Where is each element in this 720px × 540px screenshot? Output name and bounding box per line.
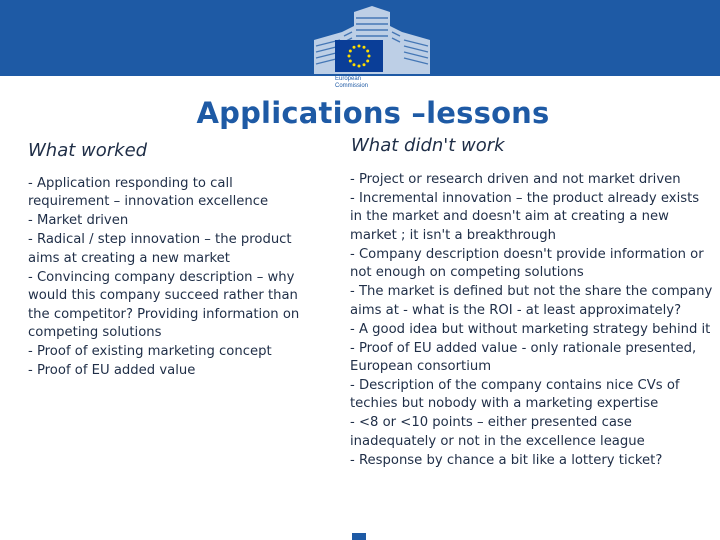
what-worked-heading: What worked (28, 140, 148, 161)
list-item: - A good idea but without marketing strategy behind it (350, 321, 711, 337)
list-item: - Incremental innovation – the product already exists in the market and doesn't aim at creating a new market ; it isn't a breakthrough (350, 191, 700, 243)
list-item: - Application responding to call requirement – innovation excellence (28, 176, 269, 210)
list-item: - Proof of EU added value - only rationale presented, European consortium (350, 340, 697, 375)
list-item: - Description of the company contains nice CVs of techies but nobody with a marketing expertise (350, 378, 680, 412)
header-banner (0, 0, 720, 76)
what-didnt-work-heading: What didn't work (351, 135, 505, 156)
list-item: - <8 or <10 points – either presented case inadequately or not in the excellence league (350, 415, 645, 449)
list-item: - Proof of EU added value (28, 363, 196, 379)
list-item: - Project or research driven and not market driven (350, 172, 681, 187)
what-didnt-work-list (350, 171, 714, 471)
logo-line-1: European (335, 76, 362, 82)
what-worked-list (28, 175, 318, 381)
list-item: - Proof of existing marketing concept (28, 344, 272, 360)
list-item: - Market driven (28, 213, 129, 229)
footer-accent-bar (352, 533, 366, 540)
list-item: - Radical / step innovation – the product aims at creating a new market (28, 232, 292, 266)
eu-flag-icon (335, 40, 383, 72)
list-item: - Response by chance a bit like a lottery ticket? (350, 452, 663, 468)
logo-wordmark (335, 76, 405, 90)
list-item: - Convincing company description – why would this company succeed rather than the competitor? Providing information on competing solutions (28, 269, 300, 341)
list-item: - The market is defined but not the share the company aims at - what is the ROI - at least approximately? (350, 284, 713, 318)
slide-title: Applications –lessons (196, 96, 550, 130)
list-item: - Company description doesn't provide information or not enough on competing solutions (350, 246, 704, 281)
logo-line-2: Commission (335, 83, 369, 89)
